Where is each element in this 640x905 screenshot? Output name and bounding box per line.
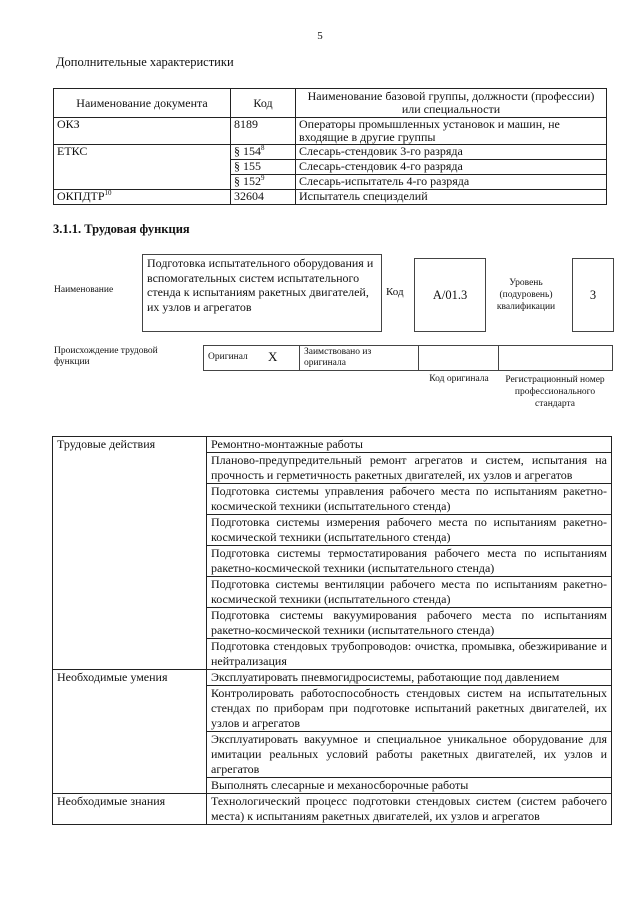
section-title: 3.1.1. Трудовая функция <box>53 222 190 236</box>
name-cell: Операторы промышленных установок и машин, не входящие в другие группы <box>296 118 607 145</box>
level-label: Уровень (подуровень) квалификации <box>496 278 556 312</box>
header-group-name: Наименование базовой группы, должности (профессии) или специальности <box>296 89 607 118</box>
divider <box>418 346 419 370</box>
table-row <box>54 145 607 160</box>
name-cell: Слесарь-стендовик 3-го разряда <box>296 145 607 160</box>
name-cell: Слесарь-стендовик 4-го разряда <box>296 160 607 175</box>
code-original-label: Код оригинала <box>429 374 489 384</box>
doc-cell: ОКПДТР$^{10}$ <box>54 190 231 205</box>
list-item: Выполнять слесарные и механосборочные работы <box>207 778 612 794</box>
page-number: 5 <box>317 30 323 42</box>
table-row <box>54 190 607 205</box>
list-item: Подготовка системы измерения рабочего места по испытаниям ракетно-космической техники (испытательного стенда) <box>207 515 612 546</box>
list-item: Технологический процесс подготовки стендовых систем (систем рабочего места) к испытаниям ракетных двигателей, их узлов и агрегатов <box>207 794 612 825</box>
code-label: Код <box>386 286 404 298</box>
skills-label: Необходимые умения <box>53 670 207 794</box>
origin-label: Происхождение трудовой функции <box>54 346 158 367</box>
knowledge-label: Необходимые знания <box>53 794 207 825</box>
list-item: Ремонтно-монтажные работы <box>207 437 612 453</box>
doc-cell: ЕТКС <box>54 145 231 190</box>
code-cell: § $152^9$ <box>231 175 296 190</box>
reg-number-label: Регистрационный номер профессионального стандарта <box>505 375 605 409</box>
list-item: Планово-предупредительный ремонт агрегатов и систем, испытания на прочность и герметичность ракетных двигателей, их узлов и агрегатов <box>207 453 612 484</box>
level-value: 3 <box>572 258 614 332</box>
original-label: Оригинал <box>208 352 248 362</box>
list-item: Подготовка системы вентиляции рабочего места по испытаниям ракетно-космической техники (испытательного стенда) <box>207 577 612 608</box>
function-name-value: Подготовка испытательного оборудования и вспомогательных систем испытательного стенда к испытаниям ракетных двигателей, их узлов и агрегатов <box>142 254 382 332</box>
documents-table <box>53 88 607 205</box>
divider <box>299 346 300 370</box>
origin-box <box>203 345 613 371</box>
list-item: Подготовка системы термостатирования рабочего места по испытаниям ракетно-космической техники (испытательного стенда) <box>207 546 612 577</box>
list-item: Подготовка системы вакуумирования рабочего места по испытаниям ракетно-космической техники (испытательного стенда) <box>207 608 612 639</box>
code-cell: 8189 <box>231 118 296 145</box>
additional-characteristics-title: Дополнительные характеристики <box>56 55 234 69</box>
table-row <box>53 670 612 686</box>
code-cell: § $154^8$ <box>231 145 296 160</box>
code-cell: 32604 <box>231 190 296 205</box>
list-item: Эксплуатировать пневмогидросистемы, работающие под давлением <box>207 670 612 686</box>
header-document: Наименование документа <box>54 89 231 118</box>
labor-actions-label: Трудовые действия <box>53 437 207 670</box>
table-row <box>54 118 607 145</box>
header-code: Код <box>231 89 296 118</box>
list-item: Подготовка стендовых трубопроводов: очистка, промывка, обезжиривание и нейтрализация <box>207 639 612 670</box>
name-cell: Испытатель специзделий <box>296 190 607 205</box>
list-item: Подготовка системы управления рабочего места по испытаниям ракетно-космической техники (испытательного стенда) <box>207 484 612 515</box>
list-item: Контролировать работоспособность стендовых систем на испытательных стендах по приборам при подготовке испытаний ракетных двигателей, их узлов и агрегатов <box>207 686 612 732</box>
divider <box>498 346 499 370</box>
name-cell: Слесарь-испытатель 4-го разряда <box>296 175 607 190</box>
code-cell: § 155 <box>231 160 296 175</box>
table-row <box>53 437 612 453</box>
table-row <box>53 794 612 825</box>
list-item: Эксплуатировать вакуумное и специальное уникальное оборудование для имитации реальных условий работы ракетных двигателей, их узлов и агрегатов <box>207 732 612 778</box>
table-header-row <box>54 89 607 118</box>
duties-table <box>52 436 612 825</box>
function-code-value: А/01.3 <box>414 258 486 332</box>
borrowed-label: Заимствовано из оригинала <box>304 347 372 368</box>
doc-cell: ОКЗ <box>54 118 231 145</box>
original-mark: X <box>268 349 278 364</box>
name-label: Наименование <box>54 285 114 295</box>
